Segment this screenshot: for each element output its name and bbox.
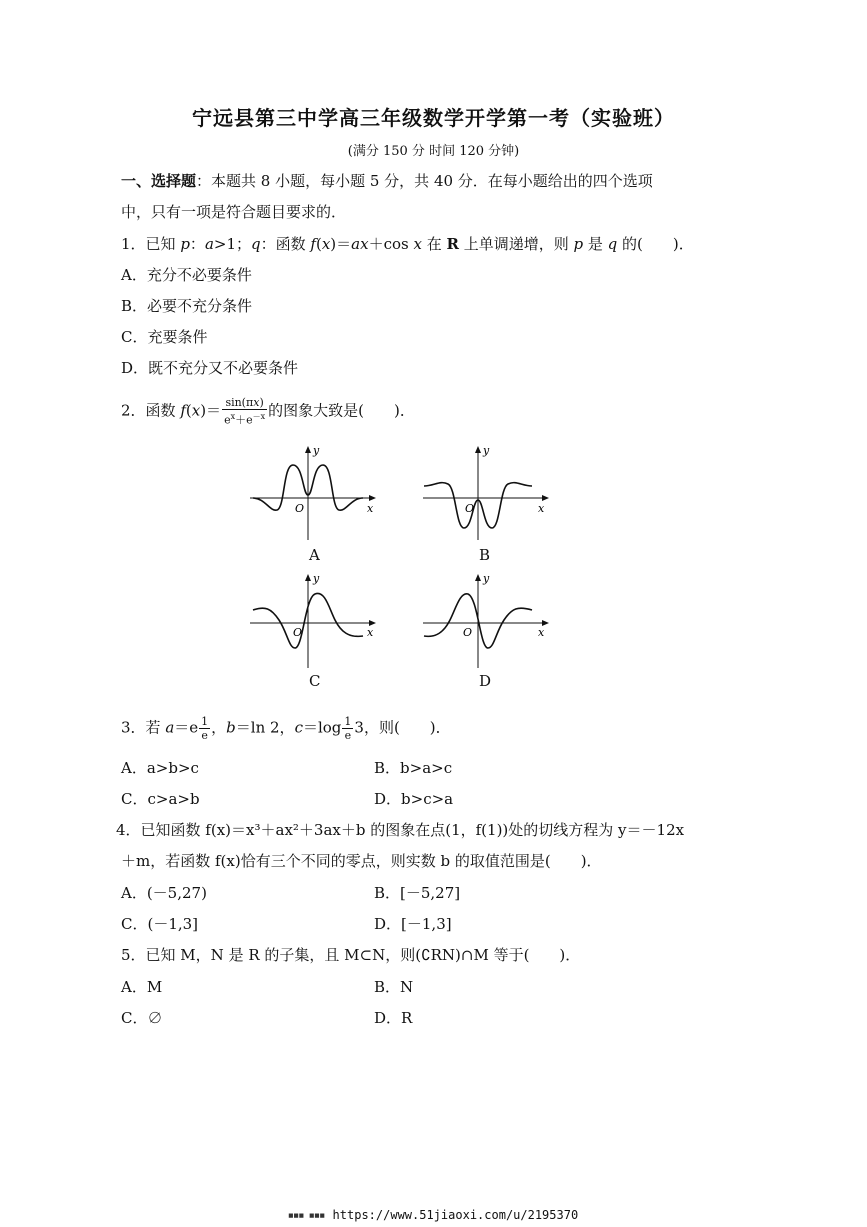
page-title: 宁远县第三中学高三年级数学开学第一考（实验班） <box>192 106 675 130</box>
q1-option-a: A．充分不必要条件 <box>121 266 252 284</box>
footer-watermark <box>0 1208 867 1222</box>
footer-prefix: ■■■ ■■■ <box>288 1211 326 1220</box>
svg-text:O: O <box>293 626 303 639</box>
svg-text:O: O <box>465 502 475 515</box>
q5-option-b: B．N <box>374 978 414 996</box>
graph-label-c: C <box>309 672 321 690</box>
q3-option-d: D．b>c>a <box>374 790 454 808</box>
q4-option-b: B．[－5,27] <box>374 884 461 902</box>
question-4-line-1: 4．已知函数 f(x)＝x³＋ax²＋3ax＋b 的图象在点(1，f(1))处的切线方程为 y＝－12x <box>116 821 685 839</box>
svg-text:x: x <box>538 502 545 515</box>
question-4-line-2: ＋m，若函数 f(x)恰有三个不同的零点，则实数 b 的取值范围是( )． <box>121 852 602 870</box>
svg-text:O: O <box>295 502 305 515</box>
q5-option-c: C．∅ <box>121 1009 163 1027</box>
graph-label-b: B <box>479 546 491 564</box>
svg-text:y: y <box>483 572 490 585</box>
q1-option-b: B．必要不充分条件 <box>121 297 253 315</box>
question-1: 1．已知 p：a>1；q：函数 f(x)＝ax＋cos x 在 R 上单调递增，则 p 是 q 的( )． <box>121 235 694 253</box>
q5-option-d: D．R <box>374 1009 413 1027</box>
graph-a <box>245 440 380 545</box>
section-instructions-2: 中，只有一项是符合题目要求的． <box>121 203 347 221</box>
q3-option-b: B．b>a>c <box>374 759 453 777</box>
section-label: 一、选择题 <box>121 172 197 190</box>
graph-c <box>245 568 380 673</box>
svg-text:y: y <box>313 572 320 585</box>
q5-option-a: A．M <box>121 978 163 996</box>
svg-text:y: y <box>313 444 320 457</box>
q4-option-c: C．(－1,3] <box>121 915 199 933</box>
question-2: 2．函数 f(x)＝ $\frac{\sin(\pi x)}{e^x+e^{-x}}$ 的图象大致是( )． <box>121 396 415 427</box>
graph-label-d: D <box>479 672 492 690</box>
svg-text:O: O <box>463 626 473 639</box>
graph-label-a: A <box>309 546 320 564</box>
section-heading <box>121 170 653 192</box>
q2-fraction: $\frac{\sin(\pi x)}{e^x+e^{-x}}$ <box>224 396 266 427</box>
question-3: 3．若 a＝e $\frac{1}{e}$ ，b＝ln 2，c＝log $\frac{1}{e}$ 3，则( )． <box>121 715 451 742</box>
graph-b <box>418 440 553 545</box>
section-instructions-1: ：本题共 8 小题，每小题 5 分，共 40 分．在每小题给出的四个选项 <box>196 172 653 190</box>
question-5: 5．已知 M，N 是 R 的子集，且 M⊂N，则(∁RN)∩M 等于( )． <box>121 946 581 964</box>
svg-text:y: y <box>483 444 490 457</box>
q4-option-a: A．(－5,27) <box>121 884 207 902</box>
footer-url[interactable]: https://www.51jiaoxi.com/u/2195370 <box>332 1208 579 1222</box>
svg-text:x: x <box>367 502 374 515</box>
svg-text:x: x <box>538 626 545 639</box>
page-subtitle: (满分 150 分 时间 120 分钟) <box>347 144 520 159</box>
graph-d <box>418 568 553 673</box>
q3-option-c: C．c>a>b <box>121 790 200 808</box>
q4-option-d: D．[－1,3] <box>374 915 452 933</box>
q1-option-d: D．既不充分又不必要条件 <box>121 359 299 377</box>
q1-option-c: C．充要条件 <box>121 328 208 346</box>
q3-option-a: A．a>b>c <box>121 759 199 777</box>
svg-text:x: x <box>367 626 374 639</box>
